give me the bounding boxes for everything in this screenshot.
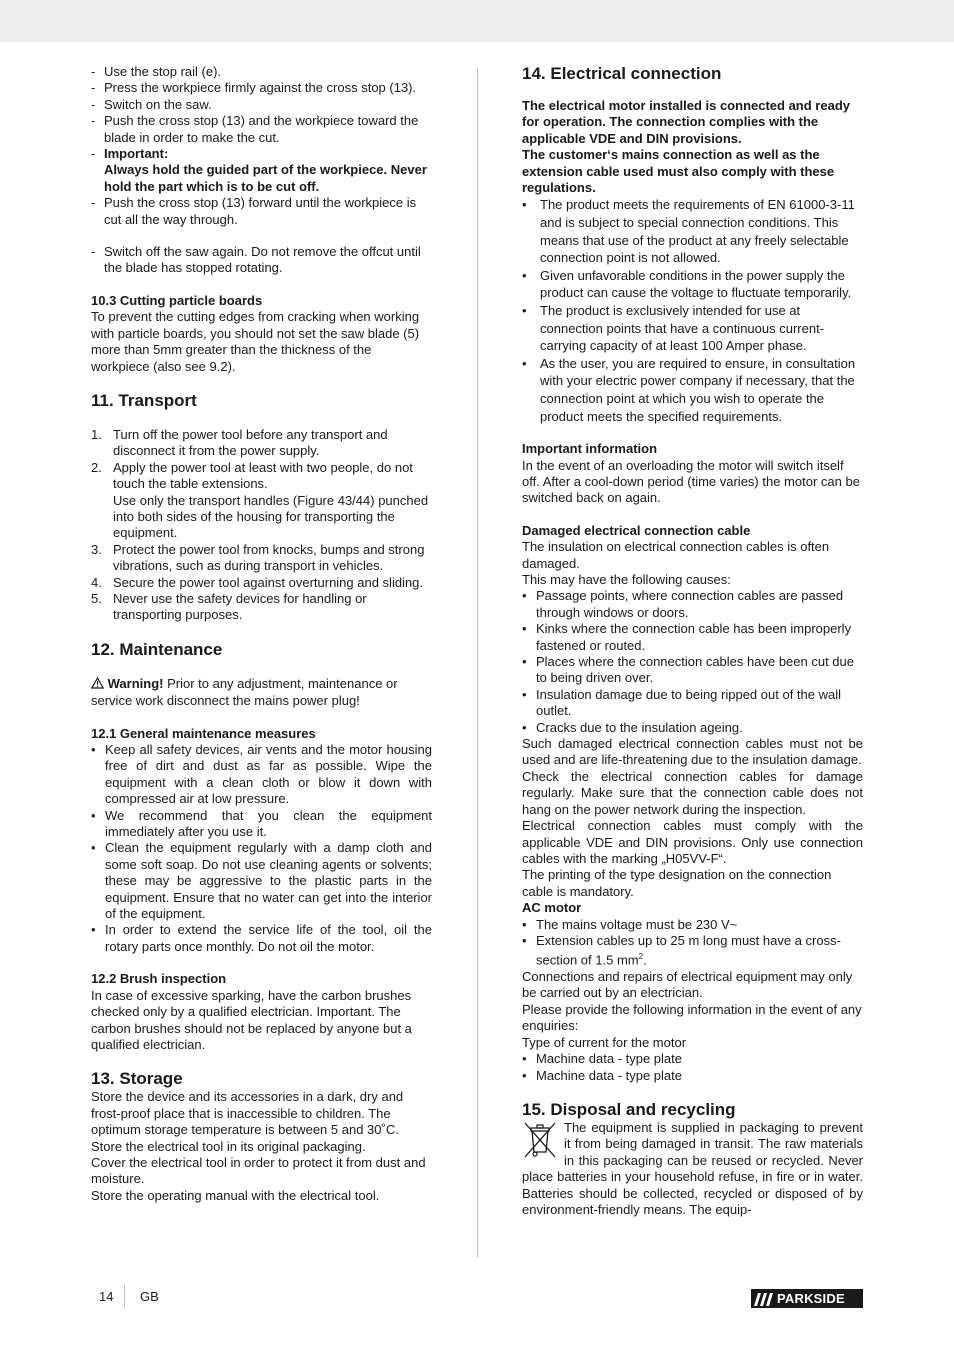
warning-text: Prior to any adjustment, maintenance or service work disconnect the mains power plug! — [91, 675, 398, 709]
important-information-text: In the event of an overloading the motor will switch itself off. After a cool-down period (time varies) the motor can be switched back on again. — [522, 457, 860, 506]
list-item: • Places where the connection cables have been cut due to being driven over. — [522, 654, 863, 687]
electrical-intro: The electrical motor installed is connected and ready for operation. The connection complies with the applicable VDE and DIN provisions. — [522, 98, 850, 146]
item-number: 2. — [91, 459, 102, 475]
list-item: - Use the stop rail (e). — [91, 64, 432, 80]
item-number: 3. — [91, 541, 102, 557]
warning-label: Warning! — [107, 675, 164, 691]
paragraph: Connections and repairs of electrical equipment may only be carried out by an electrician. — [522, 969, 853, 1001]
paragraph: Type of current for the motor — [522, 1034, 687, 1050]
left-column — [91, 64, 432, 1204]
list-item: - Push the cross stop (13) forward until the workpiece is cut all the way through. — [91, 195, 432, 228]
parkside-stripes-icon — [754, 1292, 774, 1305]
list-item: Use only the transport handles (Figure 43/44) punched into both sides of the housing for transporting the equipment. — [113, 492, 429, 541]
list-item: • Given unfavorable conditions in the power supply the product can cause the voltage to fluctuate temporarily. — [522, 267, 863, 302]
list-item: • Clean the equipment regularly with a damp cloth and some soft soap. Do not use cleaning agents or solvents; these may be aggressive to the plastic parts in the equipment. Ensure that no water can get into the interior of the equipment. — [91, 840, 432, 922]
storage-line: Cover the electrical tool in order to protect it from dust and moisture. — [91, 1154, 426, 1187]
list-item: 3. Protect the power tool from knocks, bumps and strong vibrations, such as during transport in vehicles. — [91, 541, 425, 574]
maintenance-warning — [91, 676, 432, 710]
paragraph: Please provide the following information in the event of any enquiries: — [522, 1001, 862, 1034]
paragraph: Such damaged electrical connection cables must not be used and are life-threatening due to the insulation damage. — [522, 736, 863, 768]
important-text: Always hold the guided part of the workpiece. Never hold the part which is to be cut off. — [104, 162, 427, 194]
transport-list — [91, 427, 432, 624]
ac-motor-list — [522, 917, 863, 970]
list-item: • Extension cables up to 25 m long must have a cross-section of 1.5 $mm^2$. — [522, 933, 863, 969]
brush-inspection-text: In case of excessive sparking, have the carbon brushes checked only by a qualified electrician. Important. The carbon brushes should not be replaced by anyone but a qualified electrician. — [91, 987, 412, 1052]
right-column — [522, 64, 863, 1218]
storage-line: Store the operating manual with the electrical tool. — [91, 1187, 380, 1203]
switch-off-step — [91, 244, 432, 277]
list-item: 5. Never use the safety devices for handling or transporting purposes. — [91, 590, 367, 623]
list-item: • Cracks due to the insulation ageing. — [522, 720, 863, 736]
page-number: 14 — [99, 1289, 114, 1304]
list-item: • Machine data - type plate — [522, 1051, 863, 1067]
list-item: - Push the cross stop (13) and the workpiece toward the blade in order to make the cut. — [91, 113, 432, 146]
storage-line: Store the device and its accessories in a dark, dry and frost-proof place that is inaccessible to children. The optimum storage temperature is between 5 and 30˚C. — [91, 1089, 404, 1138]
list-item: 4. Secure the power tool against overturning and sliding. — [91, 574, 424, 590]
important-information-title: Important information — [522, 441, 658, 457]
damage-causes-list — [522, 588, 863, 736]
list-item: • Passage points, where connection cables are passed through windows or doors. — [522, 588, 863, 621]
storage-heading: 13. Storage — [91, 1069, 183, 1089]
cross-stop-steps — [91, 64, 432, 228]
important-note — [91, 146, 432, 195]
damaged-cable-title: Damaged electrical connection cable — [522, 522, 751, 538]
maintenance-heading: 12. Maintenance — [91, 639, 223, 659]
item-number: 1. — [91, 426, 102, 442]
list-item: - Switch on the saw. — [91, 97, 432, 113]
item-number: 5. — [91, 590, 102, 606]
footer-divider — [124, 1285, 125, 1309]
list-item: • We recommend that you clean the equipment immediately after you use it. — [91, 808, 432, 841]
list-item: • The mains voltage must be 230 V~ — [522, 917, 863, 933]
list-item: • Keep all safety devices, air vents and the motor housing free of dirt and dust as far as possible. Wipe the equipment with a clean cloth or blow it down with compressed air at low pressure. — [91, 742, 432, 808]
brush-inspection-title: 12.2 Brush inspection — [91, 971, 227, 987]
disposal-section — [522, 1120, 863, 1218]
enquiry-list — [522, 1051, 863, 1084]
paragraph: Electrical connection cables must comply with the applicable VDE and DIN provisions. Only use connection cables with the marking „H05VV-F“. — [522, 818, 863, 866]
electrical-requirements-list — [522, 196, 863, 425]
item-number: 4. — [91, 574, 102, 590]
warning-triangle-icon — [91, 677, 104, 693]
list-item: • In order to extend the service life of the tool, oil the rotary parts once monthly. Do not oil the motor. — [91, 922, 432, 955]
damaged-cable-text: The insulation on electrical connection cables is often damaged. — [522, 539, 830, 571]
list-item: 2. Apply the power tool at least with two people, do not touch the table extensions. — [91, 459, 413, 492]
storage-line: Store the electrical tool in its original packaging. — [91, 1138, 366, 1154]
column-divider — [477, 68, 478, 1258]
list-item: • Machine data - type plate — [522, 1068, 863, 1084]
damaged-cable-causes-intro: This may have the following causes: — [522, 572, 731, 587]
electrical-connection-heading: 14. Electrical connection — [522, 64, 722, 83]
list-item: - Switch off the saw again. Do not remove the offcut until the blade has stopped rotating. — [91, 244, 432, 277]
general-maintenance-title: 12.1 General maintenance measures — [91, 725, 316, 741]
list-item: - Press the workpiece firmly against the cross stop (13). — [91, 80, 432, 96]
general-maintenance-list — [91, 742, 432, 955]
brand-name: PARKSIDE — [777, 1291, 845, 1306]
disposal-heading: 15. Disposal and recycling — [522, 1099, 736, 1119]
section-10-3-title: 10.3 Cutting particle boards — [91, 292, 263, 308]
paragraph: Check the electrical connection cables for damage regularly. Make sure that the connection cable does not hang on the power network during the inspection. — [522, 768, 863, 817]
ac-motor-title: AC motor — [522, 900, 582, 916]
parkside-logo — [751, 1289, 863, 1308]
language-code: GB — [140, 1289, 159, 1304]
paragraph: The printing of the type designation on the connection cable is mandatory. — [522, 867, 832, 899]
transport-heading: 11. Transport — [91, 390, 197, 410]
disposal-text: The equipment is supplied in packaging to prevent it from being damaged in transit. The raw materials in this packaging can be reused or recycled. Never place batteries in your household refuse, in fire or in water. Batteries should be collected, recycled or disposed of by environment-friendly means. The equip- — [522, 1119, 863, 1217]
list-item: 1. Turn off the power tool before any transport and disconnect it from the power supply. — [91, 426, 388, 459]
important-label: Important: — [104, 146, 169, 162]
section-10-3-text: To prevent the cutting edges from cracking when working with particle boards, you should not set the saw blade (5) more than 5mm greater than the thickness of the workpiece (also see 9.2). — [91, 309, 420, 374]
list-item: • As the user, you are required to ensure, in consultation with your electric power company if necessary, that the connection point at which you wish to operate the product meets the specified requirements. — [522, 355, 863, 425]
header-bar — [0, 0, 954, 42]
crossed-out-wheelie-bin-icon — [522, 1120, 558, 1160]
list-item: • The product meets the requirements of EN 61000-3-11 and is subject to special connection conditions. This means that use of the product at any freely selectable connection point is not allowed. — [522, 196, 863, 266]
list-item: • Insulation damage due to being ripped out of the wall outlet. — [522, 687, 863, 720]
list-item: • Kinks where the connection cable has been improperly fastened or routed. — [522, 621, 863, 654]
list-item: • The product is exclusively intended for use at connection points that have a continuous current-carrying capacity of at least 100 Amper phase. — [522, 302, 863, 355]
electrical-intro-customer: The customer‘s mains connection as well as the extension cable used must also comply with these regulations. — [522, 147, 835, 196]
